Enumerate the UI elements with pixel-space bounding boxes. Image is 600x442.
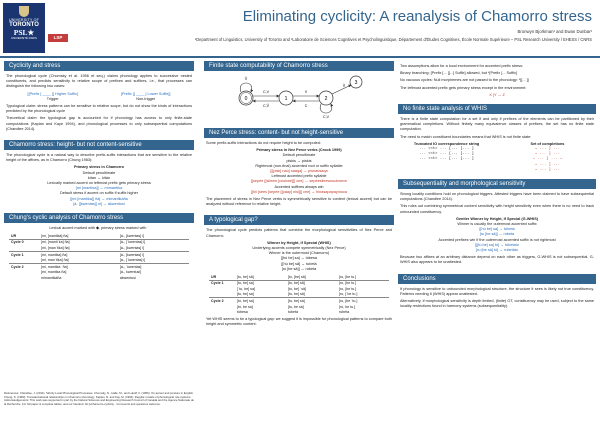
example-heading: Gentler Winner by Height, If Special (G-WHIS) — [455, 216, 539, 221]
example: [[mi [mantíka]] ña] → mimantikáña — [70, 196, 128, 201]
example: [mi [mantíka]] → mìmantíka — [75, 186, 123, 191]
column-2 — [204, 57, 394, 332]
paragraph: The phonological cycle (Chomsky et al. 1956 et seq.) claims phonology applies to successive nested constituents, and predicts sensitivity to relative scope of prefixes and suffixes, i.e., that processes can distinguish the following two cases: — [6, 74, 192, 89]
table-row — [209, 310, 389, 316]
paragraph: Some prefix-suffix interactions do not require height to be computed: — [206, 141, 321, 145]
section-body — [4, 223, 194, 285]
example: [[[pisk] naú] saaqa] → pisnaúsaqa — [270, 169, 328, 174]
fsa-edge-label: Ṽ — [244, 77, 248, 81]
table-cell: [á-, [ˈkwentas] i] — [118, 239, 189, 245]
section-title: No finite state analysis of WHIS — [398, 104, 596, 114]
example-label: Default penultimate — [82, 170, 116, 175]
example-heading: Primary stress in Chamorro — [73, 165, 124, 170]
example: [[hú be] sā] → tubetá — [281, 261, 317, 266]
bracket-example: [Prefix [[ ____ ] Lower Suffix]] — [120, 91, 171, 96]
row-label: Cycle 1 — [209, 280, 235, 286]
example: [ru [be sǎ]] → rúbeta — [281, 266, 317, 271]
example-label: Default stress if accent on suffix if suffix higher — [60, 191, 138, 196]
section-body — [4, 150, 194, 209]
example: [[[tú be] sa] tó] → túbetato — [475, 242, 519, 247]
table-cell: [á-, [kwentas] i] — [119, 245, 145, 250]
bracket-example: [[Prefix [ ____ ]] Higher Suffix] — [27, 91, 78, 96]
table-cell: [tu, be sá] — [288, 304, 304, 309]
example: [[sepée [[sileew [cùukwe]]] cee] → sepéesileewcuukwece — [250, 179, 348, 184]
table-cell: tubetá — [288, 310, 299, 315]
fsa-edge-label: V — [304, 90, 308, 94]
section-title: Chung's cyclic analysis of Chamorro stress — [4, 213, 194, 223]
example-label: Accented suffixes always win — [274, 184, 324, 189]
table-cell: ... <<t> ... [... [... ] — [419, 157, 474, 162]
table-cell: [rú, be tu.] — [339, 304, 356, 309]
fsa-state-label: 0 — [244, 96, 248, 102]
table-cell: [tú, be sa] — [237, 304, 253, 309]
section-title: Cyclicity and stress — [4, 61, 194, 71]
row-label: UR — [11, 233, 17, 238]
table-cell: → ... ] ... — [534, 147, 560, 152]
row-label: Cycle 2 — [209, 298, 235, 304]
uoft-logo — [3, 3, 45, 53]
paragraph: The leftmost accented prefix gets primary stress except in the environment: — [400, 85, 527, 90]
section-body — [204, 225, 394, 331]
table-cell: [mi, mantika ˈña] — [39, 264, 118, 270]
paragraph: Yet WHIS seems to be a typological gap: we suggest it is impossible for phonological patterns to compare both height and symmetric content. — [206, 317, 392, 327]
table-cell: túbesa — [237, 310, 248, 315]
column-3 — [398, 57, 596, 314]
paragraph: The phonological cycle predicts patterns that combine the morphological sensitivities of Nez Perce and Chamorro: — [206, 228, 392, 238]
psl-logo-sub: UNIVERSITÉ PARIS — [11, 36, 37, 40]
table-cell: [tú, be] sa] — [235, 298, 286, 304]
references-footnote: References: Chandlee, J. (2014). Strictly Local Phonological Processes. Chomsky, N., Halle, M., and Lukoff, F. (1956). On accent and juncture in English. Chung, S. (1983). Transderivational relationships in Chamorro phonology. Kaplan, R. and Kay, M. (1994). Regular models of phonological rule systems. Acknowledgements: This work was supported in part by the Natural Sciences and Engineering Research Council of Canada and the Agence Nationale de la Recherche. For full paper & complete tables, and our handout: bit.ly/chamorro-cyclicity · Comments and questions welcome. — [4, 391, 194, 406]
table-cell: [tu, be] sa] — [235, 280, 286, 286]
row-label: Cycle 1 — [9, 252, 39, 258]
section-body — [204, 138, 394, 211]
table-cell: → ... ] ... → — [532, 157, 563, 162]
fsa-state-label: 1 — [284, 96, 288, 102]
table-cell: rúbeta — [339, 310, 350, 315]
table-cell: [ru, [be ˈtu.] — [337, 298, 389, 304]
example: [[hú be] sa] → túbesa — [280, 256, 318, 261]
column-1 — [4, 57, 194, 285]
table-cell: [á-, ˈkwentas] — [118, 264, 189, 270]
prefix-completion-table — [400, 142, 594, 173]
table-cell: [á-, [kwentas] i] — [119, 233, 145, 238]
bracket-label: Trigger — [46, 96, 59, 101]
section-title: Subsequentiality and morphological sensitivity — [398, 179, 596, 189]
row-label — [209, 310, 235, 316]
table-cell: [mi, [mantiˈka] ña] — [39, 239, 118, 245]
table-cell: [tu, be] ˈsā] — [288, 286, 306, 291]
table-cell: [ru, [be tu.] — [339, 286, 357, 291]
table-cell: [tu, be] sā] — [237, 274, 254, 279]
poster-title: Eliminating cyclicity: A reanalysis of Chamorro stress — [242, 8, 592, 25]
bracket-label: Non-trigger — [136, 96, 156, 101]
header — [0, 0, 600, 58]
table-cell: [ru, [ˈbe tu.] — [339, 292, 358, 297]
table-cell: [tu, [be] sā] — [288, 274, 306, 279]
fsa-diagram — [206, 74, 392, 120]
example-label: Underlying accents compete symmetrically (Nez Perce) — [252, 246, 346, 251]
example-label: Rightmost (non-final) accented root or suffix syllable — [255, 163, 343, 168]
bracket-examples — [6, 92, 192, 102]
fsa-state-label: 3 — [354, 80, 358, 86]
table-cell: mimantikáña — [41, 275, 62, 280]
example-label: Leftmost accented prefix syllable — [271, 174, 327, 179]
table-cell: [tu, be] sā] — [288, 292, 305, 297]
paragraph: The need to match constituent boundaries means that WHIS is not finite state: — [400, 134, 532, 139]
fsa-edge-label: Ṽ — [342, 84, 346, 88]
table-cell: [ˈtu, be] sa] — [237, 286, 255, 291]
section-body — [4, 71, 194, 136]
table-cell: [á-, [kwentas] i] — [118, 252, 189, 258]
paragraph: The phonological cycle is a natural way to describe prefix-suffix interactions that are sensitive to the relative height of the affixes, as in Chamorro (Chung 1983): — [6, 153, 192, 163]
row-label: Cycle 2 — [9, 264, 39, 270]
paragraph: Because two affixes at an arbitrary distance depend on each other as triggers, G-WHIS is not subsequential. G-WHIS also appears to be unattested. — [400, 255, 594, 265]
paragraph: Alternatively, if morphological sensitivity is depth limited, (finite) OT, constituency may be used, subject to the same locality restrictions found in harmony systems (subsequentiality). — [400, 299, 594, 309]
table-cell: [mi, [manˈtika] ña] — [41, 245, 70, 250]
fsa-edge — [332, 85, 351, 94]
row-label — [9, 275, 39, 281]
example: [[hii [sées [sepée [[páay] nìsi]]] cee] → hinasapapayníoca — [250, 189, 348, 194]
table-cell: [tu, be] sá] — [286, 298, 337, 304]
fsa-edge-label: C,V — [323, 115, 329, 119]
table-cell: [á-, [ˈkwentas] i] — [119, 258, 146, 263]
section-body — [398, 189, 596, 270]
table-cell: [mi, [mantiká] ña] — [41, 233, 69, 238]
fsa-state-label: 2 — [324, 96, 328, 102]
example: piskis → pískis — [286, 158, 312, 163]
section-title: Finite state computability of Chamorro stress — [204, 61, 394, 71]
section-title: Conclusions — [398, 274, 596, 284]
affiliations: ¹Department of Linguistics, University of Toronto and ²Laboratoire de Sciences Cognitives et Psycholinguistique, Département d'Études Cognitives, École Normale Supérieure – PSL Research University / EHESS / CNRS — [194, 37, 592, 42]
paragraph: Binary branching: [Prefix [... [[...] Suffix] allowed, but *[Prefix [... Suffix] — [400, 71, 517, 76]
row-label: UR — [211, 274, 217, 279]
paragraph: The placement of stress in Nez Perce verbs is symmetrically sensitive to content (lexical accent) but can be analyzed without reference to relative height. — [206, 197, 392, 207]
section-body — [398, 114, 596, 175]
cycle-table — [9, 233, 189, 281]
example-label: Lexically marked accent on leftmost prefix gets primary stress — [47, 181, 151, 186]
paragraph: This rules out combining symmetrical content sensitivity with height sensitivity even when there is no need to track unbounded constituency. — [400, 204, 594, 214]
example-label: Accented prefixes win if the outermost accented suffix is not rightmost — [438, 237, 556, 242]
table-cell: [ru, [be tu.] — [337, 280, 389, 286]
table-cell: → ... ] ... — [534, 167, 560, 172]
fsa-edge-label: C,V — [263, 90, 269, 94]
table-cell: [mi, mantika] ña] — [39, 252, 118, 258]
table-cell: [mi, manˈtika] ña] — [41, 258, 69, 263]
logo-text: TORONTO — [9, 22, 39, 28]
psl-logo: PSL★ — [13, 28, 35, 37]
table-row — [9, 275, 189, 281]
example: [á- [[kwentas]] ni] → ákwentusi — [73, 201, 125, 206]
column-header: Set of completions — [530, 141, 565, 146]
lsp-logo: LSP — [48, 34, 68, 42]
paragraph: If phonology is sensitive to unbounded morphological structure, the structure it sees is likely not true constituency. Patterns needing it (WHIS) appear unattested. — [400, 286, 594, 296]
fsa-edge-label: C — [304, 104, 308, 108]
section-title: Nez Perce stress: content- but not height-sensitive — [204, 128, 394, 138]
example-heading: Primary stress in Nez Perce verbs (Crook 1999) — [256, 148, 342, 153]
example: [ru [be sǎ] tó] → rubetáto — [476, 248, 518, 253]
example-label: Winner is usually the outermost accented suffix — [457, 222, 537, 227]
example-heading: Winner by Height, If Special (WHIS) — [267, 240, 331, 245]
example-label: Winner is the outermost (Chamorro) — [268, 251, 330, 256]
column-header: Truncated IO correspondence string — [413, 141, 480, 146]
section-body — [398, 61, 596, 100]
table-cell: ... <<t> ... [... [... ] — [419, 147, 474, 152]
row-label: Cycle 0 — [9, 239, 39, 245]
formula: X (Y → Z — [489, 92, 505, 97]
table-cell: [ru, [be tu.] — [339, 274, 357, 279]
section-title: Chamorro stress: height- but not content-sensitive — [4, 140, 194, 150]
example: [ru [be sǎ]] → rúbeta — [479, 232, 515, 237]
table-cell: → ... ] ... — [534, 162, 560, 167]
paragraph: Typological claim: stress patterns can be sensitive to relative scope, but do not show the kinds of interactions predicted by the phonological cycle — [6, 104, 192, 114]
table-cell: [mi, mantika ña] — [41, 270, 67, 275]
table-cell: → ... ] ... — [534, 152, 560, 157]
section-title: A typological gap? — [204, 215, 394, 225]
table-cell: [tu, be] sā] — [286, 280, 337, 286]
paragraph: No vacuous cycles: Null morphemes are not passed to the phonology: *[[... ]] — [400, 78, 529, 83]
paragraph: Two assumptions allow for a local environment for accented prefix stress: — [400, 64, 524, 68]
logo-text: UNIVERSITY OF — [8, 18, 40, 22]
paragraph: Strong locality conditions hold on phonological triggers. Attested triggers have been claimed to have subsequential computations (Chandlee 2014). — [400, 192, 594, 202]
table-cell: ákwentusi — [119, 275, 136, 280]
crest-icon — [19, 6, 29, 17]
table-cell: ... <<t> ... [... [... ] — [419, 152, 474, 157]
example-label: Default penultimate — [282, 153, 316, 158]
paragraph: Theoretical claim: the typological gap is accounted for if phonology has access to only finite-state computations (Kaplan and Kaye 1994), and phonological processes to only subsequential computations (Chandlee 2014). — [6, 116, 192, 131]
section-body — [398, 284, 596, 314]
example: kítan → kitán — [87, 175, 111, 180]
example: [[hú be] sa] → túbetá — [479, 227, 515, 232]
whis-cycle-table — [209, 274, 389, 315]
table-caption: Lexical accent marked with ◆, primary stress marked with ˈ — [49, 226, 149, 231]
section-body — [204, 71, 394, 124]
paragraph: There is a finite state computation for a set if and only if prefixes of the elements can be partitioned by their grammatical completions. Without finitely many equivalence classes of prefixes, the set has no finite state computation. — [400, 117, 594, 132]
table-cell: [á-, kwentusi] — [119, 270, 142, 275]
fsa-edge-label: C,Ṽ — [263, 104, 269, 108]
authors: Bronwyn Bjorkman¹ and Ewan Dunbar² — [517, 29, 592, 34]
table-cell: [tu, be] sa] — [237, 292, 254, 297]
